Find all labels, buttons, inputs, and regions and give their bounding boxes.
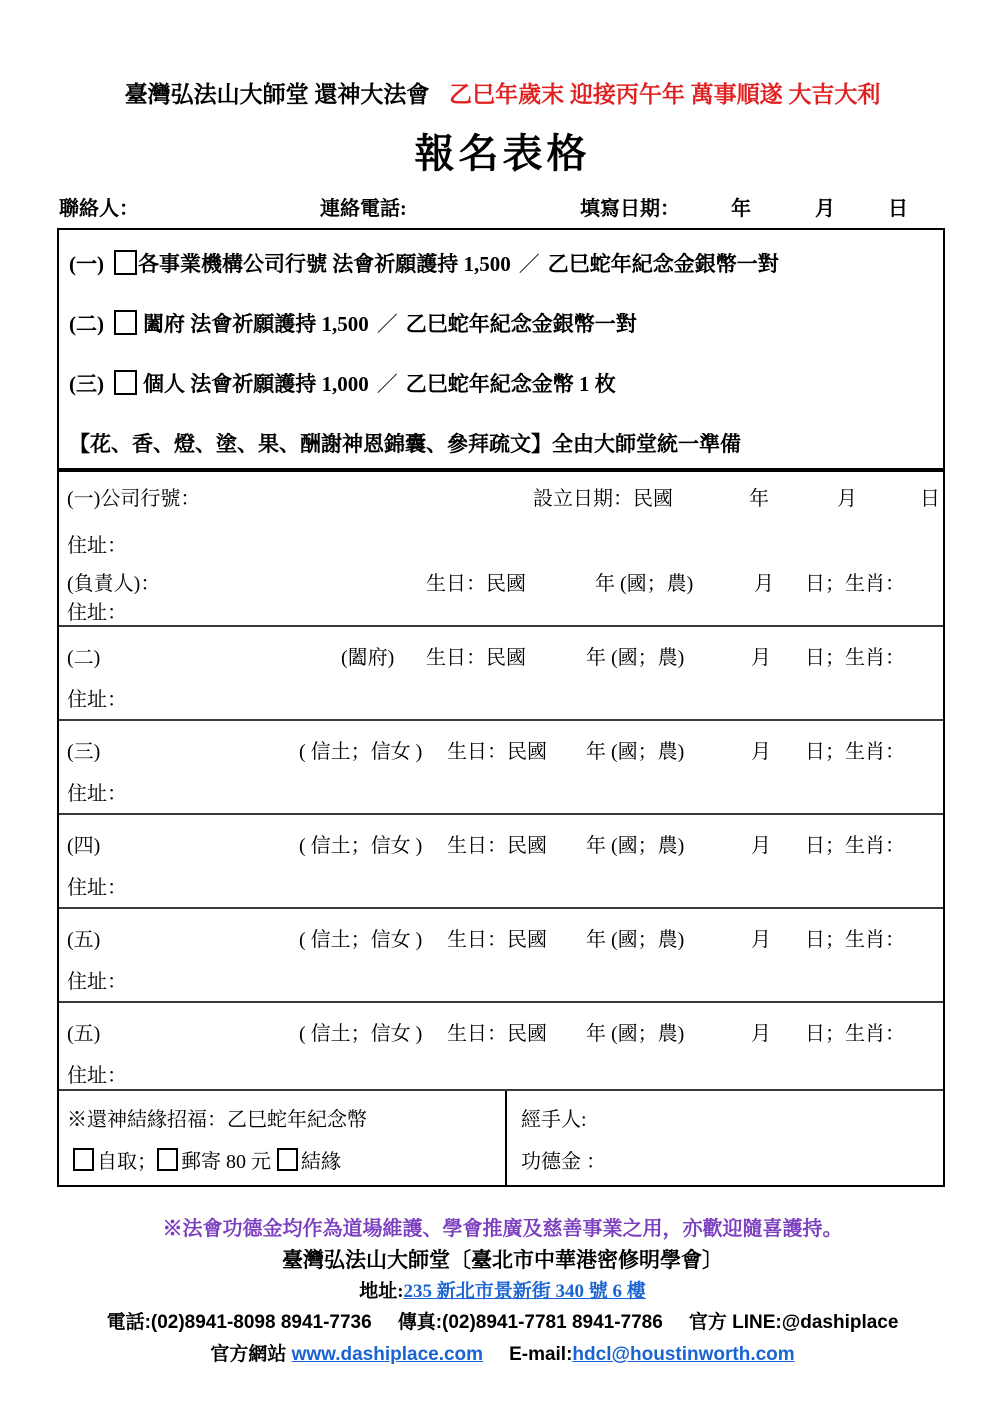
pickup-label: 自取； [97,1151,157,1173]
day-zodiac-label: 日；生肖： [805,647,905,669]
address-label: 住址： [67,1065,127,1087]
option-row-company [69,248,937,278]
row-label: (二) [67,647,101,669]
owner-label: (負責人)： [67,573,161,595]
fax-numbers: 傳真:(02)8941-7781 8941-7786 [397,1312,663,1333]
section-person-4 [59,813,943,907]
merit-usage-note: ※法會功德金均作為道場維護、學會推廣及慈善事業之用，亦歡迎隨喜護持。 [162,1218,843,1240]
merit-money-label: 功德金 ： [521,1151,606,1173]
address-label: 住址： [67,783,127,805]
birth-label: 生日：民國 [426,573,526,595]
company-address-line [59,529,943,555]
slash-separator: ／ [376,312,398,336]
contact-row [0,192,1005,222]
address-link[interactable]: 235 新北市景新街 340 號 6 樓 [403,1281,646,1302]
address-label: 住址： [67,971,127,993]
month-label: 月 [754,573,774,595]
row-label: (三) [67,741,101,763]
month-label: 月 [751,929,771,951]
believer-label: ( 信土；信女 ) [299,929,423,951]
established-date-label: 設立日期：民國 [533,488,673,510]
email-label: E-mail: [509,1344,573,1365]
believer-label: ( 信土；信女 ) [299,835,423,857]
month-label: 月 [837,488,857,510]
household-label: (闔府) [341,647,395,669]
birth-label: 生日：民國 [447,929,547,951]
person-address-line [59,965,943,991]
website-label: 官方網站 [210,1344,292,1365]
owner-address-line [59,596,943,622]
option-2-checkbox[interactable] [114,310,137,335]
year-calendar-label: 年 (國；農) [586,835,685,857]
souvenir-options-line [67,1145,341,1174]
fill-date-label: 填寫日期： [580,198,680,220]
option-3-gift: 乙巳蛇年紀念金幣 1 枚 [405,372,616,396]
preparation-note: 【花、香、燈、塗、果、酬謝神恩錦囊、參拜疏文】全由大師堂統一準備 [69,432,741,456]
option-1-gift: 乙巳蛇年紀念金銀幣一對 [547,252,779,276]
month-label: 月 [751,1023,771,1045]
row-label: (五) [67,1023,101,1045]
year-label: 年 [731,198,751,220]
option-1-text: 各事業機構公司行號 法會祈願護持 1,500 [138,252,511,276]
option-row-household [69,308,937,338]
company-label: (一)公司行號： [67,488,201,510]
section-person-5 [59,907,943,1001]
option-1-checkbox[interactable] [114,250,137,275]
month-label: 月 [751,835,771,857]
person-address-line [59,871,943,897]
slash-separator: ／ [376,372,398,396]
person-address-line [59,1059,943,1085]
contact-phone-label: 連絡電話: [320,198,407,220]
row-label: (四) [67,835,101,857]
section-souvenir-handler [59,1089,943,1185]
year-calendar-label: 年 (國；農) [586,929,685,951]
address-label: 住址： [67,602,127,624]
person-header-line [59,641,943,667]
year-calendar-label: 年 (國；農) [586,647,685,669]
slash-separator: ／ [518,252,540,276]
company-header-line [59,482,943,508]
birth-label: 生日：民國 [426,647,526,669]
org-title: 臺灣弘法山大師堂 還神大法會 [124,82,430,107]
option-2-gift: 乙巳蛇年紀念金銀幣一對 [405,312,637,336]
person-address-line [59,777,943,803]
address-label: 住址： [67,535,127,557]
day-label: 日 [920,488,940,510]
year-calendar-label: 年 (國；農) [586,1023,685,1045]
address-label: 住址： [67,877,127,899]
handler-cell [507,1091,943,1185]
footer-tel-line [0,1307,1005,1334]
row-label: (五) [67,929,101,951]
day-zodiac-label: 日；生肖： [805,573,905,595]
address-label: 地址: [359,1281,404,1302]
option-row-individual [69,368,937,398]
registrant-table [57,470,945,1187]
person-header-line [59,735,943,761]
line-id: 官方 LINE:@dashiplace [688,1312,899,1333]
option-2-text: 闔府 法會祈願護持 1,500 [143,312,369,336]
section-person-6 [59,1001,943,1089]
red-blessing-text: 乙巳年歲末 迎接丙午年 萬事順遂 大吉大利 [449,82,881,107]
option-2-number: (二) [69,312,104,336]
document-header [0,76,1005,109]
footer-web-line [0,1339,1005,1366]
day-zodiac-label: 日；生肖： [805,835,905,857]
owner-line [59,567,943,593]
footer-address-line [0,1276,1005,1303]
believer-label: ( 信土；信女 ) [299,741,423,763]
day-label: 日 [888,198,908,220]
phone-numbers: 電話:(02)8941-8098 8941-7736 [106,1312,372,1333]
person-header-line [59,829,943,855]
footer-org-name: 臺灣弘法山大師堂〔臺北市中華港密修明學會〕 [282,1248,723,1272]
year-calendar-label: 年 (國；農) [595,573,694,595]
believer-label: ( 信土；信女 ) [299,1023,423,1045]
person-header-line [59,923,943,949]
address-label: 住址： [67,689,127,711]
month-label: 月 [751,647,771,669]
souvenir-cell [59,1091,507,1185]
day-zodiac-label: 日；生肖： [805,1023,905,1045]
offering-options-box [57,228,945,470]
person-header-line [59,1017,943,1043]
email-link[interactable]: hdcl@houstinworth.com [572,1344,795,1365]
month-label: 月 [751,741,771,763]
birth-label: 生日：民國 [447,1023,547,1045]
fate-label: 結緣 [301,1151,341,1173]
section-company [59,472,943,625]
month-label: 月 [815,198,835,220]
souvenir-title: ※還神結緣招福：乙巳蛇年紀念幣 [67,1109,367,1131]
birth-label: 生日：民國 [447,835,547,857]
handler-label: 經手人: [521,1109,587,1131]
website-link[interactable]: www.dashiplace.com [291,1344,484,1365]
pickup-checkbox[interactable] [73,1148,94,1171]
section-person-2 [59,625,943,719]
day-zodiac-label: 日；生肖： [805,741,905,763]
year-calendar-label: 年 (國；農) [586,741,685,763]
section-person-3 [59,719,943,813]
mail-label: 郵寄 80 元 [181,1151,271,1173]
contact-name-label: 聯絡人： [59,198,139,220]
day-zodiac-label: 日；生肖： [805,929,905,951]
form-title: 報名表格 [414,131,591,176]
person-address-line [59,683,943,709]
fate-checkbox[interactable] [277,1148,298,1171]
mail-checkbox[interactable] [157,1148,178,1171]
birth-label: 生日：民國 [447,741,547,763]
option-3-text: 個人 法會祈願護持 1,000 [143,372,369,396]
option-1-number: (一) [69,252,104,276]
option-3-checkbox[interactable] [114,370,137,395]
option-3-number: (三) [69,372,104,396]
year-label: 年 [749,488,769,510]
